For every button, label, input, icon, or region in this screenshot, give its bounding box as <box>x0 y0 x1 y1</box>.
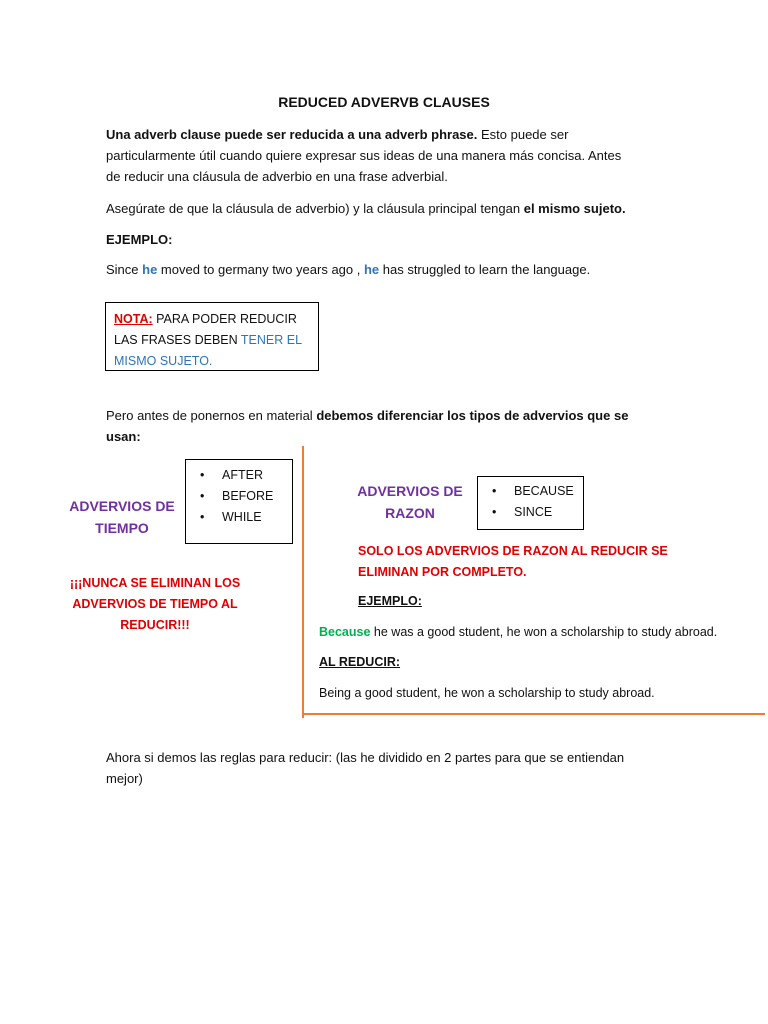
same-subject-paragraph <box>106 198 666 219</box>
intro-bold: Una adverb clause puede ser reducida a una adverb phrase. <box>106 127 478 142</box>
same-subject-bold: el mismo sujeto. <box>523 201 626 216</box>
intro-paragraph <box>106 124 666 187</box>
because-word: Because <box>319 625 371 639</box>
nota-box: NOTA: PARA PODER REDUCIR LAS FRASES DEBEN TENER EL MISMO SUJETO. <box>105 302 319 371</box>
intro-line-2: particularmente útil cuando quiere expresar sus ideas de una manera más concisa. Antes <box>106 148 622 163</box>
ejemplo-label: EJEMPLO: <box>106 232 173 247</box>
same-subject-text: Asegúrate de que la cláusula de adverbio) y la cláusula principal tengan <box>106 201 524 216</box>
intro-line-1 <box>106 124 666 145</box>
diferenciar-paragraph: Pero antes de ponernos en material debemos diferenciar los tipos de advervios que se usan: <box>106 408 629 444</box>
razon-heading: ADVERVIOS DE RAZON <box>357 483 463 521</box>
example-sentence: Since he moved to germany two years ago , he has struggled to learn the language. <box>106 262 591 277</box>
nota-label: NOTA: <box>114 312 153 326</box>
tiempo-list-box <box>185 459 293 544</box>
subject-he-2: he <box>363 262 380 277</box>
nota-highlight-2: MISMO SUJETO. <box>114 354 213 368</box>
list-item: • AFTER <box>200 468 263 482</box>
nota-highlight-1: TENER EL <box>240 333 303 347</box>
vertical-divider <box>302 446 304 718</box>
intro-rest: Esto puede ser <box>477 127 569 142</box>
razon-ejemplo-label: EJEMPLO: <box>358 594 422 608</box>
page-title: REDUCED ADVERVB CLAUSES <box>278 94 490 110</box>
list-item: • SINCE <box>492 505 553 519</box>
razon-list-box <box>477 476 584 530</box>
list-item: • BECAUSE <box>492 484 574 498</box>
subject-he-1: he <box>142 262 158 277</box>
razon-example: Because he was a good student, he won a scholarship to study abroad. <box>319 625 718 639</box>
list-item: • BEFORE <box>200 489 274 503</box>
al-reducir-label: AL REDUCIR: <box>319 655 401 669</box>
list-item: • WHILE <box>200 510 262 524</box>
reduced-sentence: Being a good student, he won a scholarship to study abroad. <box>319 686 655 700</box>
horizontal-divider <box>303 713 765 715</box>
razon-note: SOLO LOS ADVERVIOS DE RAZON AL REDUCIR SE ELIMINAN POR COMPLETO. <box>358 544 668 579</box>
intro-line-3: de reducir una cláusula de adverbio en una frase adverbial. <box>106 169 448 184</box>
closing-paragraph: Ahora si demos las reglas para reducir: (las he dividido en 2 partes para que se entiendan mejor) <box>106 750 625 786</box>
tiempo-heading: ADVERVIOS DE TIEMPO <box>69 498 175 536</box>
tiempo-warning: ¡¡¡NUNCA SE ELIMINAN LOS ADVERVIOS DE TIEMPO AL REDUCIR!!! <box>69 576 241 632</box>
